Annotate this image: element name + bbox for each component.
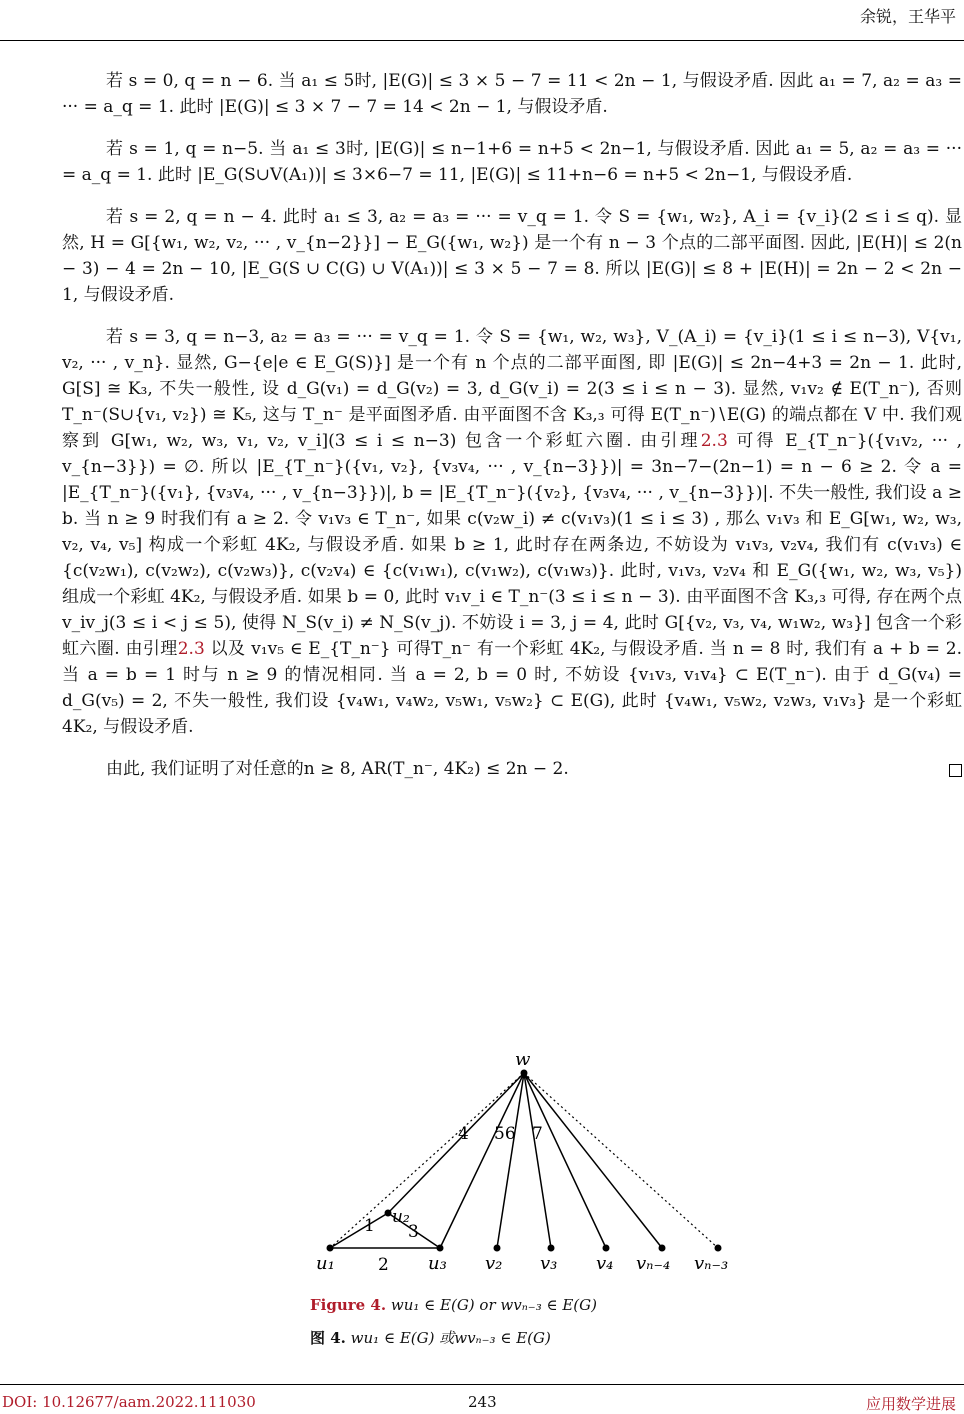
vertex-w: [521, 1070, 528, 1077]
vertex-label-vn3: vₙ₋₃: [694, 1253, 729, 1274]
vertex-u2: [385, 1210, 392, 1217]
vertex-u1: [327, 1245, 334, 1252]
running-header-authors: 余锐，王华平: [859, 7, 956, 26]
edge-w-u3: [440, 1073, 524, 1248]
vertex-label-vn4: vₙ₋₄: [636, 1253, 671, 1274]
figure-caption-text: wu₁ ∈ E(G) 或wvₙ₋₃ ∈ E(G): [350, 1329, 551, 1347]
doi-link[interactable]: DOI: 10.12677/aam.2022.111030: [2, 1393, 256, 1411]
vertex-u3: [437, 1245, 444, 1252]
vertex-label-u3: u₃: [428, 1253, 447, 1274]
edge-label-7: 7: [532, 1124, 543, 1144]
edge-label-56: 56: [494, 1124, 516, 1144]
vertex-v4: [603, 1245, 610, 1252]
edge-u1-u2: [330, 1213, 388, 1248]
paragraph-case-s0: 若 s = 0, q = n − 6. 当 a₁ ≤ 5时, |E(G)| ≤ 3 × 5 − 7 = 11 < 2n − 1, 与假设矛盾. 因此 a₁ = 7, a₂ = a₃ = ··· = a_q = 1. 此时 |E(G)| ≤ 3 × 7 − 7 = 14 < 2n − 1, 与假设矛盾.: [62, 71, 962, 117]
edge-label-4: 4: [458, 1124, 469, 1144]
header-rule: [0, 40, 964, 41]
conclusion-paragraph: [62, 756, 962, 782]
graph-figure: [300, 1045, 760, 1285]
vertex-vn3: [715, 1245, 722, 1252]
vertex-v2: [494, 1245, 501, 1252]
vertex-label-v2: v₂: [485, 1253, 503, 1274]
conclusion-text: 由此, 我们证明了对任意的n ≥ 8, AR(T_n⁻, 4K₂) ≤ 2n − 2.: [106, 759, 569, 779]
paragraph-case-s1: 若 s = 1, q = n−5. 当 a₁ ≤ 3时, |E(G)| ≤ n−1+6 = n+5 < 2n−1, 与假设矛盾. 因此 a₁ = 5, a₂ = a₃ = ··· = a_q = 1. 此时 |E_G(S∪V(A₁))| ≤ 3×6−7 = 11, |E(G)| ≤ 11+n−6 = n+5 < 2n−1, 与假设矛盾.: [62, 139, 962, 185]
footer-rule: [0, 1384, 964, 1385]
vertex-label-u1: u₁: [316, 1253, 335, 1274]
vertex-vn4: [659, 1245, 666, 1252]
dotted-edge-w-u1: [330, 1073, 524, 1248]
edge-w-v2: [497, 1073, 524, 1248]
paragraph-text: 以及 v₁v₅ ∈ E_{T_n⁻} 可得T_n⁻ 有一个彩虹 4K₂, 与假设矛盾. 当 n = 8 时, 我们有 a + b = 2. 当 a = b = 1 时与 n ≥ 9 的情况相同. 当 a = 2, b = 0 时, 不妨设 {v₁v₃, v₁v₄} ⊂ E(T_n⁻). 由于 d_G(v₄) = d_G(v₅) = 2, 不失一般性, 我们设 {v₄w₁, v₄w₂, v₅w₁, v₅w₂} ⊂ E(G), 此时 {v₄w₁, v₅w₂, v₂w₃, v₁v₃} 是一个彩虹 4K₂, 与假设矛盾.: [62, 639, 962, 737]
edge-label-3: 3: [408, 1222, 419, 1242]
vertex-label-w: w: [515, 1049, 531, 1070]
figure-caption-label: 图 4.: [310, 1329, 346, 1347]
vertex-label-v4: v₄: [596, 1253, 614, 1274]
vertex-label-v3: v₃: [540, 1253, 558, 1274]
qed-square-icon: [949, 764, 962, 777]
main-text: [62, 68, 962, 798]
figure-caption-en: [310, 1296, 597, 1314]
figure-caption-text: wu₁ ∈ E(G) or wvₙ₋₃ ∈ E(G): [390, 1296, 597, 1314]
paragraph-case-s2: 若 s = 2, q = n − 4. 此时 a₁ ≤ 3, a₂ = a₃ = ··· = v_q = 1. 令 S = {w₁, w₂}, A_i = {v_i}(2 ≤ i ≤ q). 显然, H = G[{w₁, w₂, v₂, ··· , v_{n−2}}] − E_G({w₁, w₂}) 是一个有 n − 3 个点的二部平面图. 因此, |E(H)| ≤ 2(n − 3) − 4 = 2n − 10, |E_G(S ∪ C(G) ∪ V(A₁))| ≤ 3 × 5 − 7 = 8. 所以 |E(G)| ≤ 8 + |E(H)| = 2n − 2 < 2n − 1, 与假设矛盾.: [62, 207, 962, 305]
vertex-label-u2: u₂: [392, 1207, 410, 1227]
journal-name: 应用数学进展: [865, 1395, 956, 1413]
vertex-v3: [548, 1245, 555, 1252]
figure-caption-cn: [310, 1327, 551, 1348]
edge-label-1: 1: [364, 1216, 375, 1236]
lemma-reference-link[interactable]: 2.3: [177, 639, 205, 659]
paragraph-case-s3: [62, 324, 962, 740]
dotted-edge-w-vn3: [524, 1073, 718, 1248]
lemma-reference-link[interactable]: 2.3: [700, 431, 728, 451]
figure-caption-label: Figure 4.: [310, 1296, 387, 1314]
paragraph-text: 可得 E_{T_n⁻}({v₁v₂, ··· , v_{n−3}}) = ∅. 所以 |E_{T_n⁻}({v₁, v₂}, {v₃v₄, ··· , v_{n−3}})| = 3n−7−(2n−1) = n − 6 ≥ 2. 令 a = |E_{T_n⁻}({v₁}, {v₃v₄, ··· , v_{n−3}})|, b = |E_{T_n⁻}({v₂}, {v₃v₄, ··· , v_{n−3}})|. 不失一般性, 我们设 a ≥ b. 当 n ≥ 9 时我们有 a ≥ 2. 令 v₁v₃ ∈ T_n⁻, 如果 c(v₂w_i) ≠ c(v₁v₃)(1 ≤ i ≤ 3) , 那么 v₁v₃ 和 E_G[w₁, w₂, w₃, v₂, v₄, v₅] 构成一个彩虹 4K₂, 与假设矛盾. 如果 b ≥ 1, 此时存在两条边, 不妨设为 v₁v₃, v₂v₄, 我们有 c(v₁v₃) ∈ {c(v₂w₁), c(v₂w₂), c(v₂w₃)}, c(v₂v₄) ∈ {c(v₁w₁), c(v₁w₂), c(v₁w₃)}. 此时, v₁v₃, v₂v₄ 和 E_G({w₁, w₂, w₃, v₅}) 组成一个彩虹 4K₂, 与假设矛盾. 如果 b = 0, 此时 v₁v_i ∈ T_n⁻(3 ≤ i ≤ n − 3). 由平面图不含 K₃,₃ 可得, 存在两个点 v_iv_j(3 ≤ i < j ≤ 5), 使得 N_S(v_i) ≠ N_S(v_j). 不妨设 i = 3, j = 4, 此时 G[{v₂, v₃, v₄, w₁w₂, w₃}] 包含一个彩虹六圈. 由引理: [62, 431, 962, 659]
edge-w-v3: [524, 1073, 551, 1248]
edge-label-2: 2: [378, 1255, 389, 1275]
page-number: 243: [468, 1393, 497, 1411]
paragraph-text: 若 s = 3, q = n−3, a₂ = a₃ = ··· = v_q = 1. 令 S = {w₁, w₂, w₃}, V_(A_i) = {v_i}(1 ≤ i ≤ n−3), V{v₁, v₂, ··· , v_n}. 显然, G−{e|e ∈ E_G(S)}] 是一个有 n 个点的二部平面图, 即 |E(G)| ≤ 2n−4+3 = 2n − 1. 此时, G[S] ≅ K₃, 不失一般性, 设 d_G(v₁) = d_G(v₂) = 3, d_G(v_i) = 2(3 ≤ i ≤ n − 3). 显然, v₁v₂ ∉ E(T_n⁻), 否则 T_n⁻(S∪{v₁, v₂}) ≅ K₅, 这与 T_n⁻ 是平面图矛盾. 由平面图不含 K₃,₃ 可得 E(T_n⁻)∖E(G) 的端点都在 V 中. 我们观察到 G[w₁, w₂, w₃, v₁, v₂, v_i](3 ≤ i ≤ n−3) 包含一个彩虹六圈. 由引理: [62, 327, 962, 451]
